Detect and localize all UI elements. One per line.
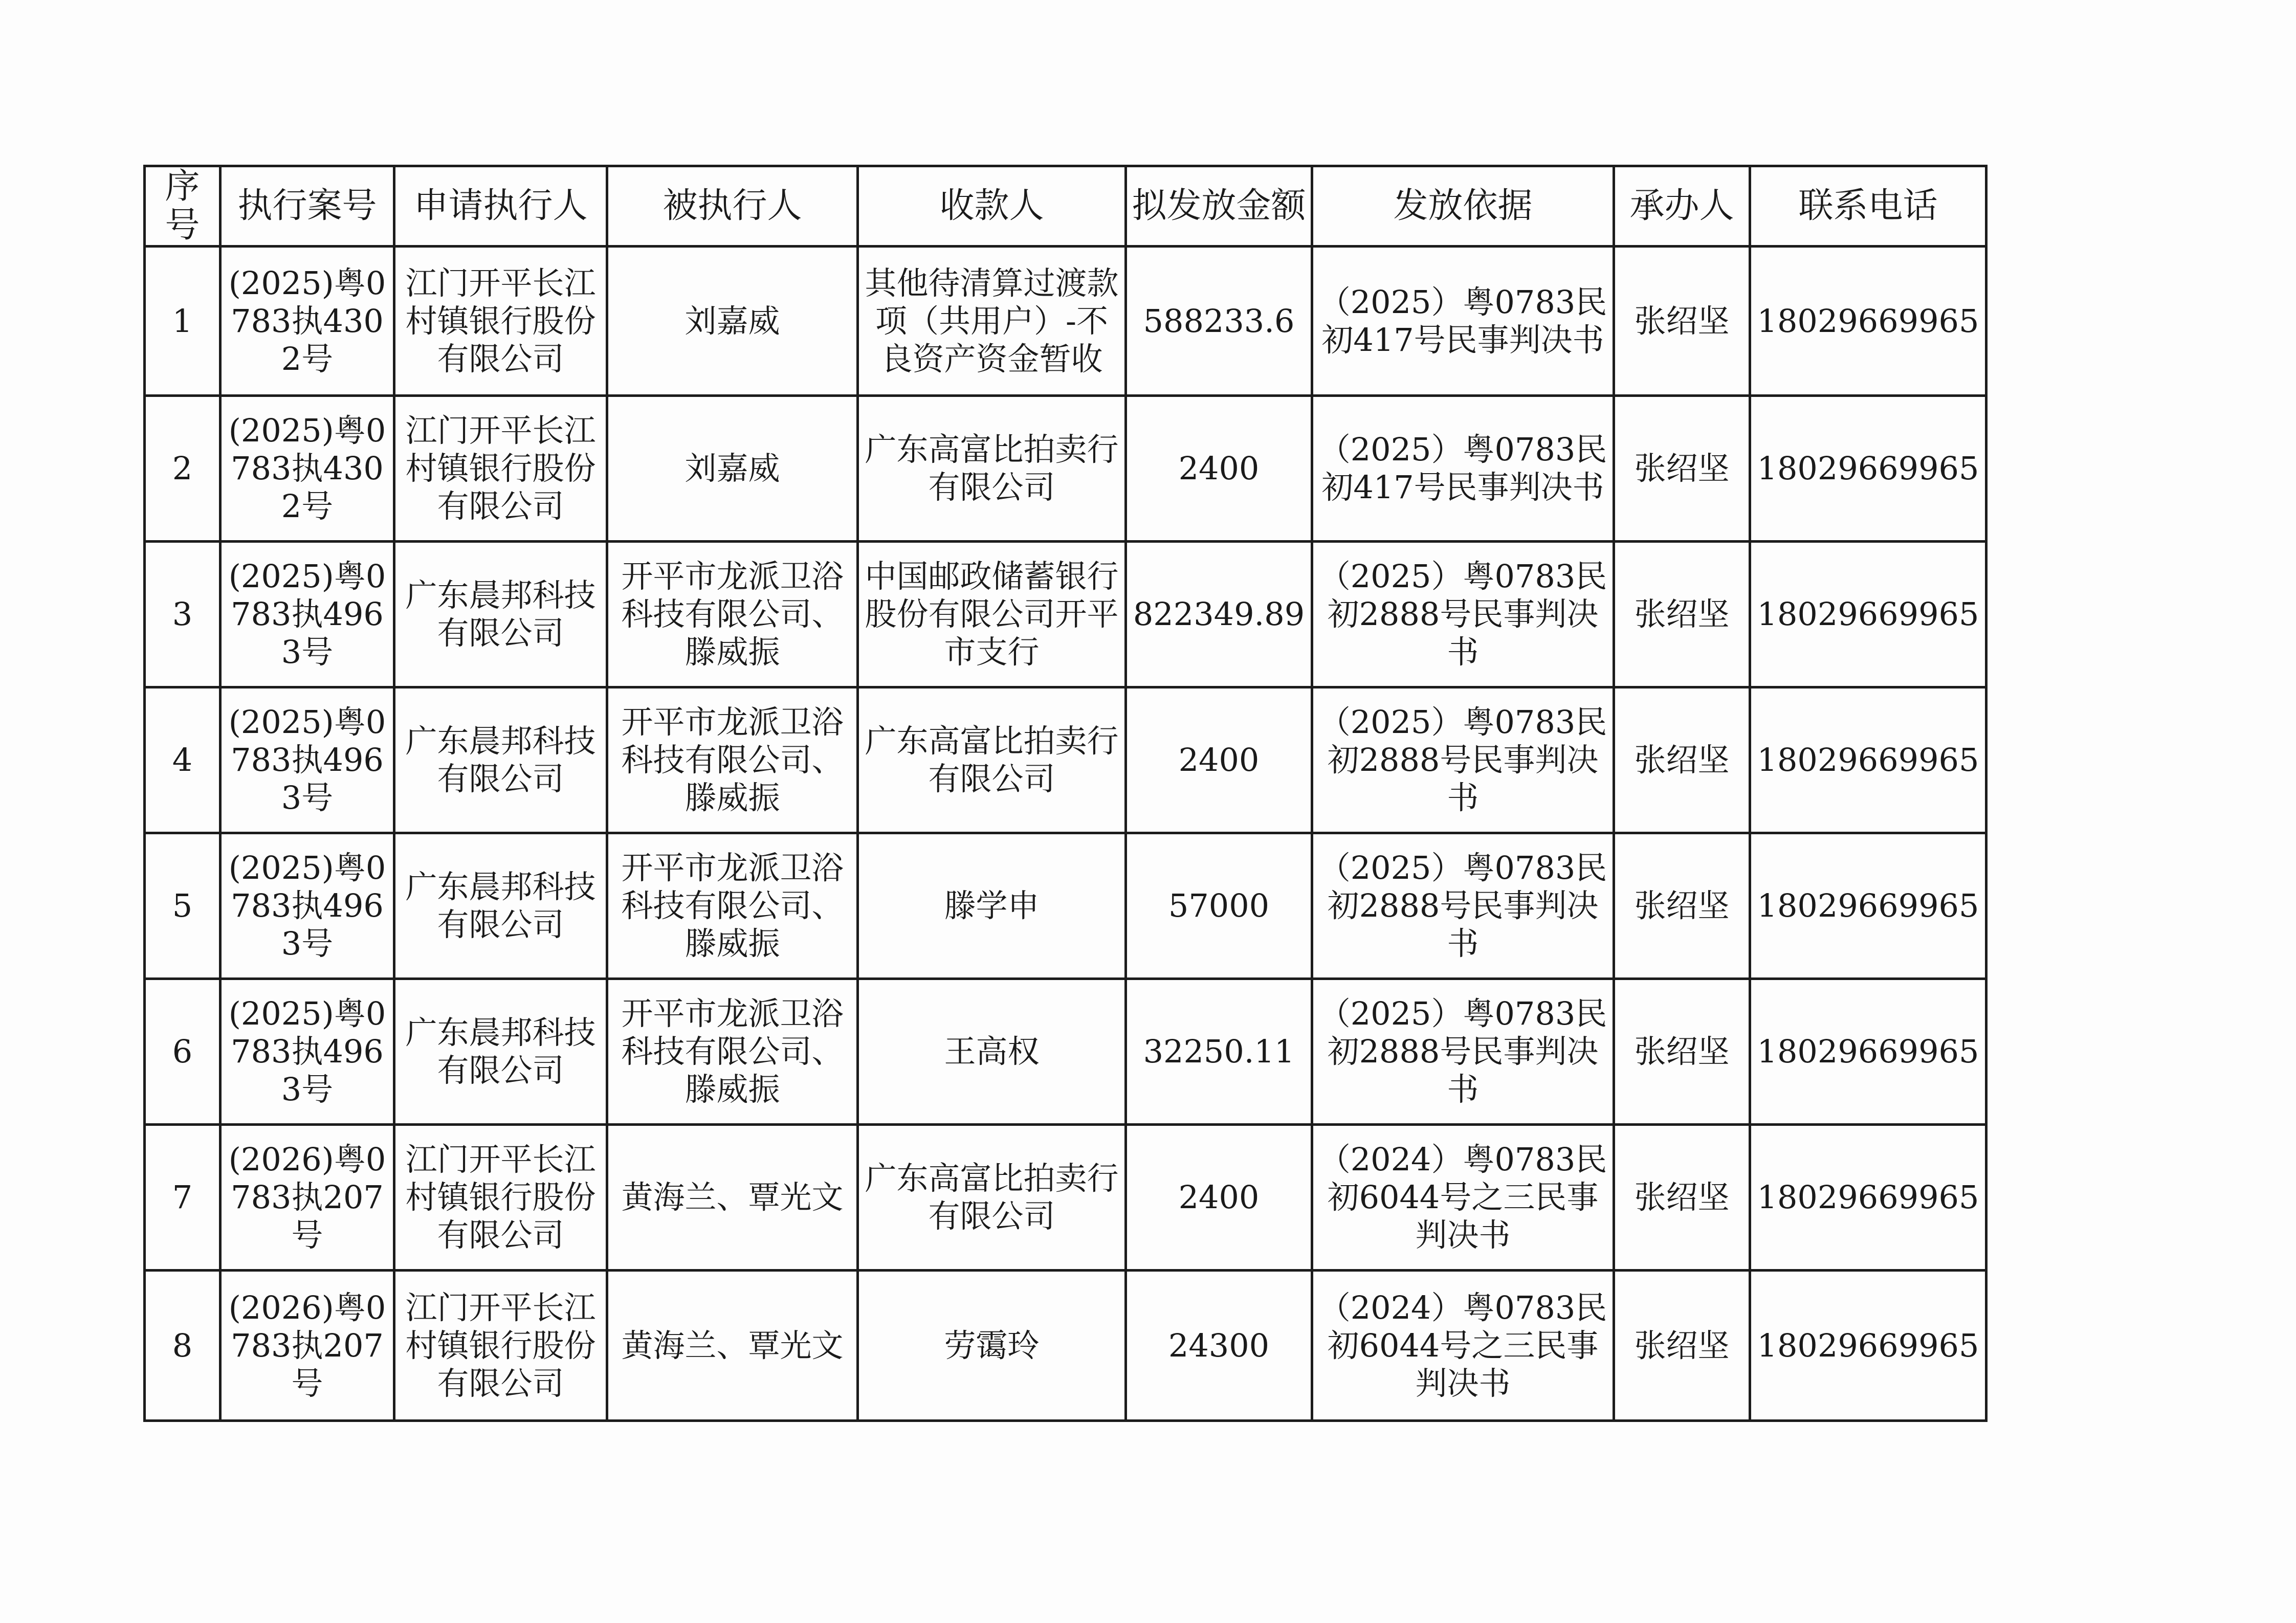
cell-applicant: 广东晨邦科技有限公司 <box>394 833 607 979</box>
cell-amount: 2400 <box>1126 687 1312 833</box>
cell-basis: （2025）粤0783民初2888号民事判决书 <box>1312 833 1614 979</box>
cell-seq: 4 <box>145 687 220 833</box>
cell-handler: 张绍坚 <box>1614 396 1750 542</box>
cell-handler: 张绍坚 <box>1614 1125 1750 1271</box>
cell-payee: 其他待清算过渡款项（共用户）-不良资产资金暂收 <box>858 247 1126 396</box>
cell-basis: （2025）粤0783民初417号民事判决书 <box>1312 247 1614 396</box>
table-row <box>145 247 1986 396</box>
cell-applicant: 广东晨邦科技有限公司 <box>394 979 607 1125</box>
cell-basis: （2025）粤0783民初417号民事判决书 <box>1312 396 1614 542</box>
cell-applicant: 广东晨邦科技有限公司 <box>394 687 607 833</box>
cell-case-no: (2025)粤0783执4963号 <box>220 687 394 833</box>
cell-payee: 广东高富比拍卖行有限公司 <box>858 687 1126 833</box>
cell-applicant: 江门开平长江村镇银行股份有限公司 <box>394 1271 607 1421</box>
cell-amount: 57000 <box>1126 833 1312 979</box>
header-amount: 拟发放金额 <box>1126 166 1312 247</box>
cell-phone: 18029669965 <box>1750 687 1986 833</box>
header-phone: 联系电话 <box>1750 166 1986 247</box>
header-seq: 序号 <box>145 166 220 247</box>
cell-respondent: 开平市龙派卫浴科技有限公司、滕威振 <box>607 542 858 687</box>
table-row <box>145 979 1986 1125</box>
cell-phone: 18029669965 <box>1750 542 1986 687</box>
cell-amount: 588233.6 <box>1126 247 1312 396</box>
cell-amount: 32250.11 <box>1126 979 1312 1125</box>
cell-case-no: (2025)粤0783执4963号 <box>220 833 394 979</box>
cell-respondent: 开平市龙派卫浴科技有限公司、滕威振 <box>607 979 858 1125</box>
table-row <box>145 1271 1986 1421</box>
cell-seq: 2 <box>145 396 220 542</box>
header-respondent: 被执行人 <box>607 166 858 247</box>
header-row <box>145 166 1986 247</box>
cell-respondent: 黄海兰、覃光文 <box>607 1271 858 1421</box>
cell-seq: 7 <box>145 1125 220 1271</box>
cell-payee: 劳霭玲 <box>858 1271 1126 1421</box>
cell-basis: （2025）粤0783民初2888号民事判决书 <box>1312 687 1614 833</box>
cell-case-no: (2025)粤0783执4302号 <box>220 247 394 396</box>
cell-phone: 18029669965 <box>1750 396 1986 542</box>
cell-case-no: (2026)粤0783执207号 <box>220 1125 394 1271</box>
cell-amount: 822349.89 <box>1126 542 1312 687</box>
cell-payee: 滕学申 <box>858 833 1126 979</box>
cell-basis: （2025）粤0783民初2888号民事判决书 <box>1312 979 1614 1125</box>
cell-payee: 广东高富比拍卖行有限公司 <box>858 1125 1126 1271</box>
table-row <box>145 396 1986 542</box>
cell-phone: 18029669965 <box>1750 1271 1986 1421</box>
cell-applicant: 江门开平长江村镇银行股份有限公司 <box>394 396 607 542</box>
cell-basis: （2024）粤0783民初6044号之三民事判决书 <box>1312 1125 1614 1271</box>
header-payee: 收款人 <box>858 166 1126 247</box>
table-row <box>145 687 1986 833</box>
cell-seq: 6 <box>145 979 220 1125</box>
cell-seq: 1 <box>145 247 220 396</box>
cell-handler: 张绍坚 <box>1614 542 1750 687</box>
cell-respondent: 开平市龙派卫浴科技有限公司、滕威振 <box>607 687 858 833</box>
cell-seq: 3 <box>145 542 220 687</box>
cell-seq: 5 <box>145 833 220 979</box>
table-row <box>145 1125 1986 1271</box>
cell-respondent: 黄海兰、覃光文 <box>607 1125 858 1271</box>
cell-case-no: (2025)粤0783执4963号 <box>220 979 394 1125</box>
cell-respondent: 开平市龙派卫浴科技有限公司、滕威振 <box>607 833 858 979</box>
cell-handler: 张绍坚 <box>1614 979 1750 1125</box>
header-handler: 承办人 <box>1614 166 1750 247</box>
cell-handler: 张绍坚 <box>1614 687 1750 833</box>
table-row <box>145 542 1986 687</box>
cell-payee: 王高权 <box>858 979 1126 1125</box>
cell-phone: 18029669965 <box>1750 979 1986 1125</box>
header-applicant: 申请执行人 <box>394 166 607 247</box>
cell-basis: （2024）粤0783民初6044号之三民事判决书 <box>1312 1271 1614 1421</box>
cell-applicant: 江门开平长江村镇银行股份有限公司 <box>394 1125 607 1271</box>
cell-basis: （2025）粤0783民初2888号民事判决书 <box>1312 542 1614 687</box>
table-row <box>145 833 1986 979</box>
cell-amount: 2400 <box>1126 396 1312 542</box>
cell-handler: 张绍坚 <box>1614 247 1750 396</box>
cell-case-no: (2025)粤0783执4963号 <box>220 542 394 687</box>
cell-handler: 张绍坚 <box>1614 1271 1750 1421</box>
cell-case-no: (2026)粤0783执207号 <box>220 1271 394 1421</box>
cell-payee: 广东高富比拍卖行有限公司 <box>858 396 1126 542</box>
cell-case-no: (2025)粤0783执4302号 <box>220 396 394 542</box>
cell-respondent: 刘嘉威 <box>607 247 858 396</box>
cell-applicant: 广东晨邦科技有限公司 <box>394 542 607 687</box>
cell-applicant: 江门开平长江村镇银行股份有限公司 <box>394 247 607 396</box>
cell-amount: 2400 <box>1126 1125 1312 1271</box>
cell-respondent: 刘嘉威 <box>607 396 858 542</box>
cell-payee: 中国邮政储蓄银行股份有限公司开平市支行 <box>858 542 1126 687</box>
cell-phone: 18029669965 <box>1750 247 1986 396</box>
header-case-no: 执行案号 <box>220 166 394 247</box>
fund-disbursement-table <box>143 165 1988 1422</box>
cell-phone: 18029669965 <box>1750 1125 1986 1271</box>
cell-handler: 张绍坚 <box>1614 833 1750 979</box>
cell-amount: 24300 <box>1126 1271 1312 1421</box>
header-basis: 发放依据 <box>1312 166 1614 247</box>
cell-seq: 8 <box>145 1271 220 1421</box>
cell-phone: 18029669965 <box>1750 833 1986 979</box>
